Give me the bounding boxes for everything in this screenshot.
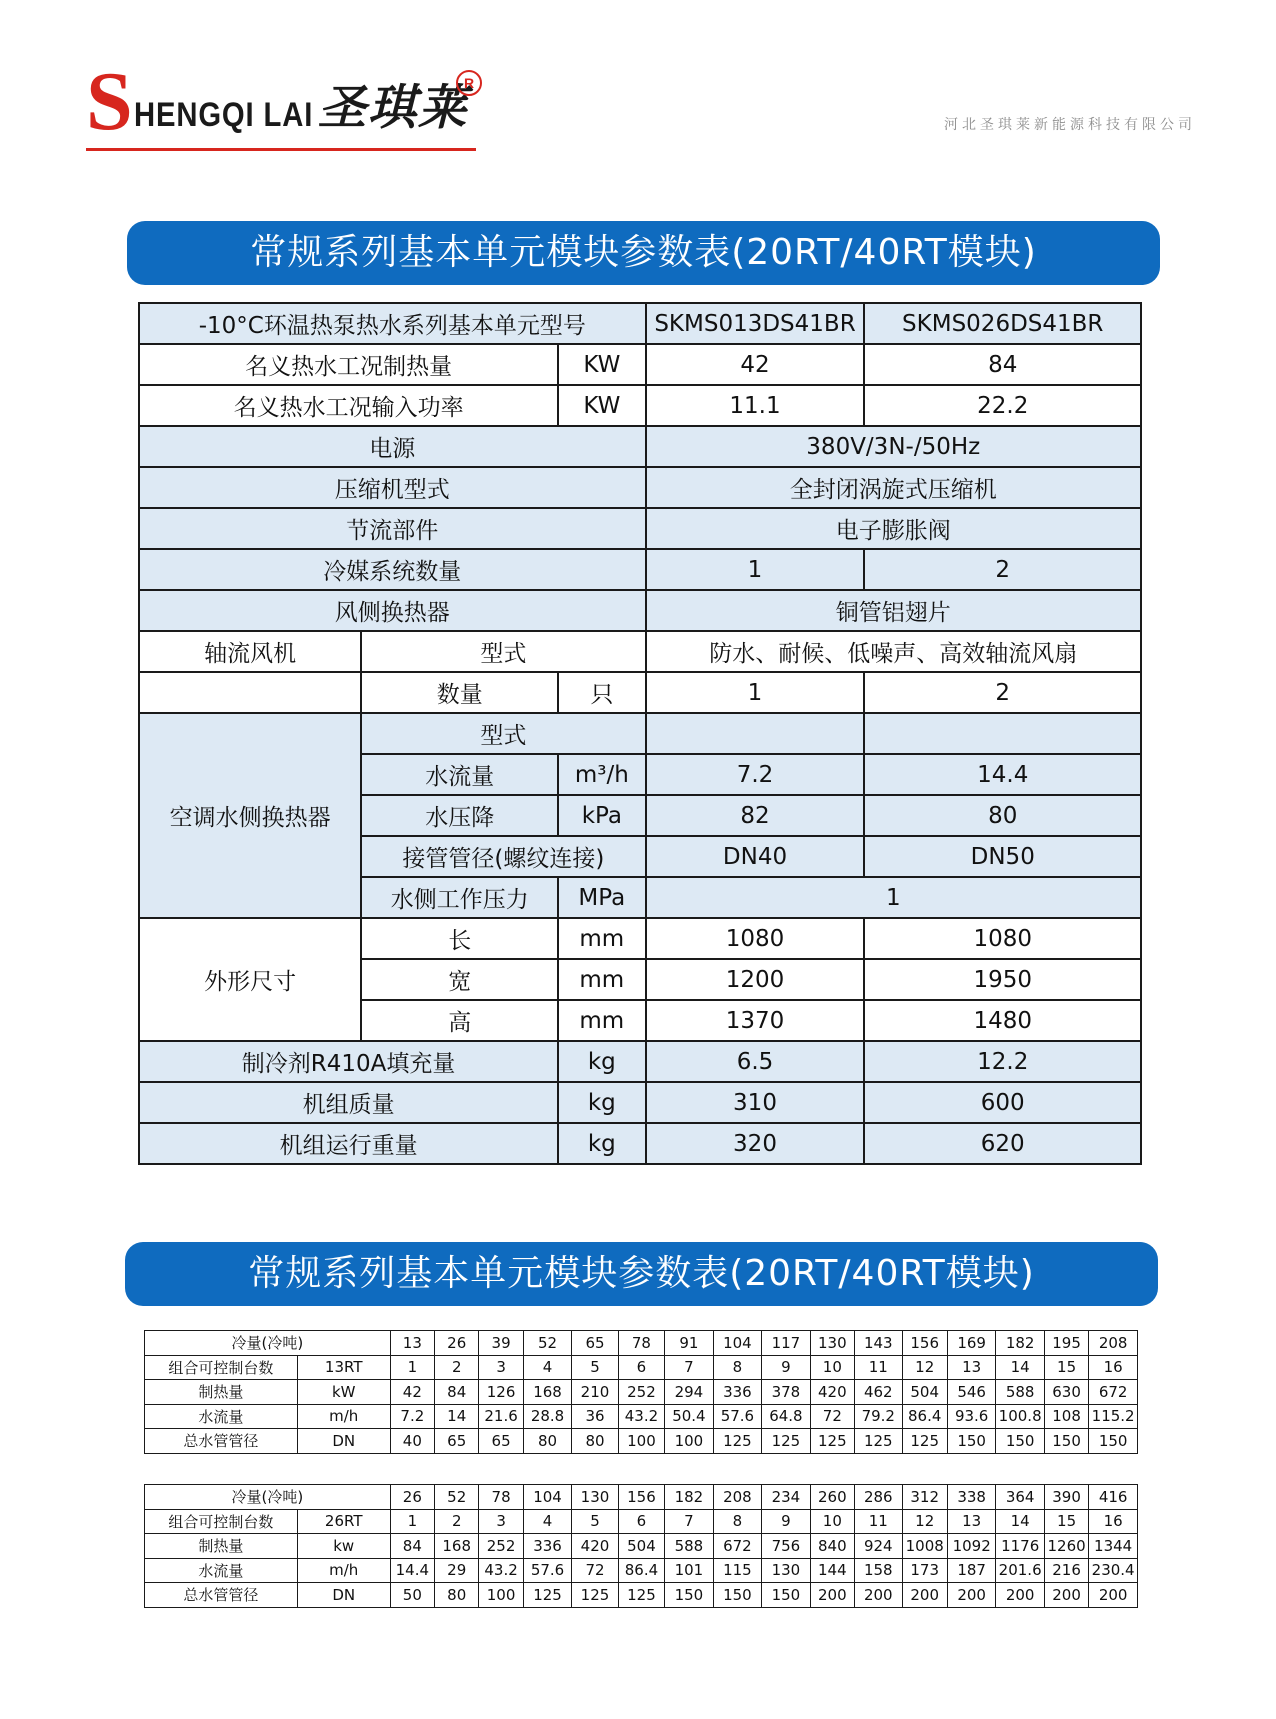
table-cell: 4 [523,1355,572,1380]
table-row [139,918,1141,959]
table-cell: 125 [762,1429,811,1454]
row-label: 冷量(冷吨) [145,1485,391,1510]
cell-group-label: 轴流风机 [139,631,361,672]
cell-empty [139,672,361,713]
table-cell: 462 [855,1380,902,1405]
table-cell: 80 [572,1429,618,1454]
cell-unit: mm [558,1000,645,1041]
cell-label: 机组运行重量 [139,1123,558,1164]
table-cell: 200 [996,1583,1045,1608]
table-cell: 1092 [947,1534,996,1559]
table-cell: 16 [1089,1509,1138,1534]
table-row [145,1380,1138,1405]
table-row [145,1558,1138,1583]
cell-value: 22.2 [864,385,1141,426]
table-cell: 3 [479,1509,523,1534]
cell-unit: kg [558,1082,645,1123]
table-cell: 182 [665,1485,714,1510]
cell-label: 名义热水工况制热量 [139,344,558,385]
table-cell: 210 [572,1380,618,1405]
table-cell: 336 [713,1380,762,1405]
table-cell: 91 [665,1331,714,1356]
cell-value: 电子膨胀阀 [646,508,1141,549]
cell-value [864,713,1141,754]
table-cell: 200 [1089,1583,1138,1608]
table-cell: 125 [572,1583,618,1608]
table-cell: 14 [996,1509,1045,1534]
table-cell: 1260 [1044,1534,1088,1559]
table-cell: 200 [855,1583,902,1608]
table-cell: 130 [810,1331,854,1356]
table-cell: 84 [390,1534,434,1559]
cell-group-label: 空调水侧换热器 [139,713,361,918]
table-cell: 65 [479,1429,523,1454]
table-row [139,385,1141,426]
table-cell: 15 [1044,1509,1088,1534]
row-unit: m/h [297,1404,390,1429]
table-row [145,1429,1138,1454]
table-cell: 100 [479,1583,523,1608]
table-cell: 65 [435,1429,479,1454]
cell-value: 铜管铝翅片 [646,590,1141,631]
table-cell: 150 [713,1583,762,1608]
table-row [139,590,1141,631]
table-cell: 5 [572,1355,618,1380]
table-cell: 57.6 [523,1558,572,1583]
table-cell: 173 [902,1558,947,1583]
table-cell: 117 [762,1331,811,1356]
row-label: 制热量 [145,1534,298,1559]
table-cell: 12 [902,1509,947,1534]
cell-group-label: 外形尺寸 [139,918,361,1041]
cell-label: -10°C环温热泵热水系列基本单元型号 [139,303,646,344]
table-cell: 200 [810,1583,854,1608]
table-cell: 6 [618,1509,664,1534]
cell-unit: MPa [558,877,645,918]
table-cell: 234 [762,1485,811,1510]
table-cell: 10 [810,1355,854,1380]
cell-value: 7.2 [646,754,865,795]
cell-label: 电源 [139,426,646,467]
table-cell: 546 [947,1380,996,1405]
table-cell: 21.6 [479,1404,523,1429]
cell-label: 型式 [361,631,645,672]
table-cell: 378 [762,1380,811,1405]
table-cell: 104 [713,1331,762,1356]
table-cell: 588 [996,1380,1045,1405]
table-cell: 115.2 [1089,1404,1138,1429]
table-cell: 312 [902,1485,947,1510]
table-cell: 40 [390,1429,434,1454]
cell-unit: kPa [558,795,645,836]
cell-label: 数量 [361,672,558,713]
row-label: 水流量 [145,1558,298,1583]
table-row [139,549,1141,590]
table-cell: 1344 [1089,1534,1138,1559]
table-cell: 1176 [996,1534,1045,1559]
table-cell: 338 [947,1485,996,1510]
table-row [139,1123,1141,1164]
table-cell: 3 [479,1355,523,1380]
cell-unit: kg [558,1041,645,1082]
table-cell: 156 [902,1331,947,1356]
table-cell: 252 [618,1380,664,1405]
section-banner-spec: 常规系列基本单元模块参数表(20RT/40RT模块) [127,221,1160,285]
table-cell: 16 [1089,1355,1138,1380]
table-row [139,344,1141,385]
cell-value: 1080 [646,918,865,959]
cell-unit: mm [558,918,645,959]
cell-label: 水流量 [361,754,558,795]
table-cell: 143 [855,1331,902,1356]
cell-value: 1950 [864,959,1141,1000]
table-cell: 158 [855,1558,902,1583]
table-cell: 187 [947,1558,996,1583]
cell-value: 1480 [864,1000,1141,1041]
table-cell: 150 [947,1429,996,1454]
cell-value: 80 [864,795,1141,836]
table-cell: 2 [435,1509,479,1534]
table-cell: 13 [947,1355,996,1380]
table-cell: 420 [810,1380,854,1405]
cell-value: 320 [646,1123,865,1164]
table-cell: 182 [996,1331,1045,1356]
cell-value: 310 [646,1082,865,1123]
cell-value: 6.5 [646,1041,865,1082]
table-cell: 72 [572,1558,618,1583]
table-cell: 126 [479,1380,523,1405]
table-cell: 86.4 [902,1404,947,1429]
cell-label: 制冷剂R410A填充量 [139,1041,558,1082]
table-cell: 100 [665,1429,714,1454]
table-cell: 416 [1089,1485,1138,1510]
row-unit: m/h [297,1558,390,1583]
cell-unit: m³/h [558,754,645,795]
table-cell: 294 [665,1380,714,1405]
table-cell: 150 [1089,1429,1138,1454]
cell-label: 长 [361,918,558,959]
table-row [139,1041,1141,1082]
table-cell: 130 [762,1558,811,1583]
cell-value: 600 [864,1082,1141,1123]
table-cell: 150 [665,1583,714,1608]
table-cell: 14 [435,1404,479,1429]
table-cell: 78 [618,1331,664,1356]
table-cell: 108 [1044,1404,1088,1429]
cell-value: 42 [646,344,865,385]
table-cell: 364 [996,1485,1045,1510]
cell-model-1: SKMS013DS41BR [646,303,865,344]
spec-table [138,302,1142,1165]
row-label: 制热量 [145,1380,298,1405]
table-cell: 43.2 [618,1404,664,1429]
table-cell: 93.6 [947,1404,996,1429]
table-cell: 57.6 [713,1404,762,1429]
table-cell: 924 [855,1534,902,1559]
cell-label: 名义热水工况输入功率 [139,385,558,426]
cell-value: 1 [646,672,865,713]
cell-value: 防水、耐候、低噪声、高效轴流风扇 [646,631,1141,672]
table-cell: 208 [713,1485,762,1510]
table-cell: 78 [479,1485,523,1510]
table-cell: 125 [523,1583,572,1608]
row-label: 组合可控制台数 [145,1355,298,1380]
table-cell: 144 [810,1558,854,1583]
table-cell: 2 [435,1355,479,1380]
table-row [139,1082,1141,1123]
table-row [145,1355,1138,1380]
table-row [139,631,1141,672]
section-banner-combination: 常规系列基本单元模块参数表(20RT/40RT模块) [125,1242,1158,1306]
table-cell: 1 [390,1355,434,1380]
table-cell: 390 [1044,1485,1088,1510]
table-cell: 101 [665,1558,714,1583]
cell-value: 1080 [864,918,1141,959]
table-cell: 168 [523,1380,572,1405]
cell-label: 风侧换热器 [139,590,646,631]
cell-value: 11.1 [646,385,865,426]
table-cell: 52 [523,1331,572,1356]
cell-label: 宽 [361,959,558,1000]
cell-unit: mm [558,959,645,1000]
table-cell: 10 [810,1509,854,1534]
cell-label: 节流部件 [139,508,646,549]
table-row [145,1509,1138,1534]
table-cell: 504 [618,1534,664,1559]
company-name: 河北圣琪莱新能源科技有限公司 [944,117,1196,133]
table-cell: 201.6 [996,1558,1045,1583]
table-cell: 200 [1044,1583,1088,1608]
row-unit: 26RT [297,1509,390,1534]
cell-value: DN50 [864,836,1141,877]
table-row [145,1534,1138,1559]
table-cell: 50.4 [665,1404,714,1429]
table-cell: 150 [1044,1429,1088,1454]
combination-table-26rt [144,1484,1138,1608]
table-cell: 125 [855,1429,902,1454]
cell-value: 14.4 [864,754,1141,795]
table-cell: 260 [810,1485,854,1510]
row-unit: DN [297,1429,390,1454]
row-label: 总水管管径 [145,1583,298,1608]
table-cell: 29 [435,1558,479,1583]
table-cell: 156 [618,1485,664,1510]
cell-label: 压缩机型式 [139,467,646,508]
table-cell: 420 [572,1534,618,1559]
table-cell: 195 [1044,1331,1088,1356]
cell-value: 2 [864,672,1141,713]
table-cell: 14.4 [390,1558,434,1583]
table-cell: 230.4 [1089,1558,1138,1583]
table-row [139,303,1141,344]
table-row [139,467,1141,508]
logo-chinese-name: 圣琪莱 [318,80,469,136]
table-cell: 169 [947,1331,996,1356]
table-cell: 504 [902,1380,947,1405]
cell-value [646,713,865,754]
cell-value: 全封闭涡旋式压缩机 [646,467,1141,508]
table-cell: 79.2 [855,1404,902,1429]
table-cell: 100 [618,1429,664,1454]
cell-value: 1200 [646,959,865,1000]
table-row [145,1485,1138,1510]
table-cell: 64.8 [762,1404,811,1429]
table-cell: 125 [618,1583,664,1608]
table-cell: 36 [572,1404,618,1429]
table-cell: 216 [1044,1558,1088,1583]
table-cell: 7 [665,1355,714,1380]
cell-label: 高 [361,1000,558,1041]
table-cell: 115 [713,1558,762,1583]
table-cell: 7 [665,1509,714,1534]
table-cell: 672 [1089,1380,1138,1405]
row-label: 冷量(冷吨) [145,1331,391,1356]
table-cell: 43.2 [479,1558,523,1583]
table-cell: 13 [390,1331,434,1356]
table-cell: 26 [390,1485,434,1510]
table-cell: 8 [713,1355,762,1380]
table-cell: 252 [479,1534,523,1559]
combination-table-13rt [144,1330,1138,1454]
cell-value: 84 [864,344,1141,385]
table-cell: 1008 [902,1534,947,1559]
table-cell: 4 [523,1509,572,1534]
cell-model-2: SKMS026DS41BR [864,303,1141,344]
cell-value: 1 [646,549,865,590]
table-cell: 756 [762,1534,811,1559]
table-cell: 50 [390,1583,434,1608]
table-cell: 12 [902,1355,947,1380]
row-unit: 13RT [297,1355,390,1380]
cell-label: 冷媒系统数量 [139,549,646,590]
table-cell: 125 [810,1429,854,1454]
table-cell: 11 [855,1355,902,1380]
table-cell: 9 [762,1355,811,1380]
table-cell: 7.2 [390,1404,434,1429]
row-label: 组合可控制台数 [145,1509,298,1534]
cell-value: 12.2 [864,1041,1141,1082]
cell-value: 2 [864,549,1141,590]
row-unit: DN [297,1583,390,1608]
table-cell: 200 [947,1583,996,1608]
table-cell: 65 [572,1331,618,1356]
table-cell: 125 [902,1429,947,1454]
cell-label: 水侧工作压力 [361,877,558,918]
table-row [145,1404,1138,1429]
table-cell: 150 [996,1429,1045,1454]
cell-value: 82 [646,795,865,836]
logo-wordmark: HENGQI LAI [134,96,314,134]
table-cell: 150 [762,1583,811,1608]
table-row [139,426,1141,467]
cell-label: 型式 [361,713,645,754]
table-row [145,1583,1138,1608]
table-cell: 84 [435,1380,479,1405]
table-cell: 840 [810,1534,854,1559]
table-cell: 336 [523,1534,572,1559]
table-row [145,1331,1138,1356]
logo-letter-s: S [86,55,133,148]
table-cell: 86.4 [618,1558,664,1583]
table-cell: 14 [996,1355,1045,1380]
table-cell: 286 [855,1485,902,1510]
table-cell: 11 [855,1509,902,1534]
company-logo [86,55,486,150]
table-cell: 9 [762,1509,811,1534]
table-row [139,672,1141,713]
table-cell: 200 [902,1583,947,1608]
table-cell: 26 [435,1331,479,1356]
table-cell: 672 [713,1534,762,1559]
cell-label: 接管管径(螺纹连接) [361,836,645,877]
table-row [139,713,1141,754]
table-cell: 130 [572,1485,618,1510]
table-cell: 630 [1044,1380,1088,1405]
table-cell: 588 [665,1534,714,1559]
cell-value: 620 [864,1123,1141,1164]
cell-value: 380V/3N-/50Hz [646,426,1141,467]
table-cell: 6 [618,1355,664,1380]
logo-underline [86,148,476,151]
cell-value: 1370 [646,1000,865,1041]
table-cell: 8 [713,1509,762,1534]
table-cell: 208 [1089,1331,1138,1356]
cell-unit: 只 [558,672,645,713]
table-cell: 13 [947,1509,996,1534]
cell-unit: kg [558,1123,645,1164]
table-cell: 39 [479,1331,523,1356]
row-unit: kw [297,1534,390,1559]
table-cell: 72 [810,1404,854,1429]
table-cell: 5 [572,1509,618,1534]
row-label: 水流量 [145,1404,298,1429]
table-cell: 28.8 [523,1404,572,1429]
registered-mark-icon: R [456,70,482,96]
table-cell: 125 [713,1429,762,1454]
table-cell: 168 [435,1534,479,1559]
cell-value: DN40 [646,836,865,877]
table-cell: 42 [390,1380,434,1405]
table-cell: 104 [523,1485,572,1510]
cell-unit: KW [558,385,645,426]
cell-unit: KW [558,344,645,385]
table-row [139,508,1141,549]
cell-label: 水压降 [361,795,558,836]
table-cell: 80 [523,1429,572,1454]
table-cell: 1 [390,1509,434,1534]
table-cell: 15 [1044,1355,1088,1380]
row-unit: kW [297,1380,390,1405]
table-cell: 100.8 [996,1404,1045,1429]
table-cell: 80 [435,1583,479,1608]
cell-label: 机组质量 [139,1082,558,1123]
row-label: 总水管管径 [145,1429,298,1454]
cell-value: 1 [646,877,1141,918]
table-cell: 52 [435,1485,479,1510]
